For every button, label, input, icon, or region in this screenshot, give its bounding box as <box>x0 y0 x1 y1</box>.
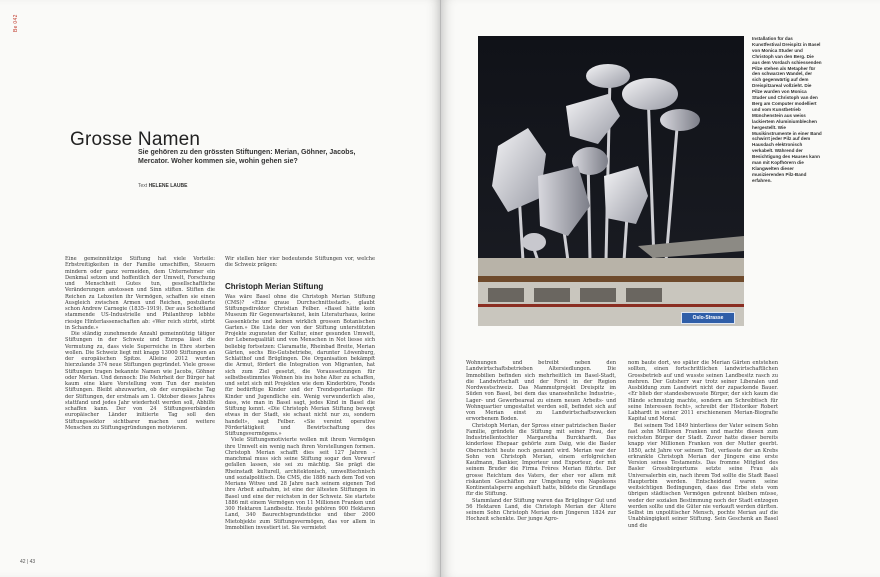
byline-author: HELENE LAUBE <box>148 183 188 189</box>
paragraph: Wir stellen hier vier bedeutende Stiftungen vor, welche die Schweiz prägen: <box>225 256 375 269</box>
street-sign <box>681 312 735 324</box>
paragraph: Bei seinem Tod 1849 hinterliess der Vater seinem Sohn fast zehn Millionen Franken und machte diesen zum reichsten Bürger der Stadt. Zuvor hatte dieser bereits knapp vier Millionen Franken von der Mutter geerbt. 1850, acht Jahre vor seinem Tod, verfasste der an Krebs erkrankte Christoph Merian der Jüngere eine erste Version seines Testaments. Das fromme Mitglied des Basler Grossbürgertums setzte seine Frau als Universalerbin ein, nach ihrem Tod sollte die Stadt Basel Haupterbin werden. Entscheidend waren seine weitsichtigen Bedingungen, dass das Erbe stets vom übrigen städtischen Vermögen getrennt bleiben müsse, weder der sozialen Bestimmung noch der Stadt entzogen werden sollte und die Güter nie verkauft werden dürften. Selbst im unpolitischer Mensch, pochte Merian auf die Unabhängigkeit seiner Stiftung. Sein Geschenk an Basel und die <box>628 422 778 529</box>
paragraph: Christoph Merian, der Spross einer patrizischen Basler Familie, gründete die Stiftung mit seiner Frau, der Industriellentochter Margaretha Burckhardt. Das kinderlose Ehepaar gehörte zum Daig, wie die Basler Oberschicht heute noch genannt wird. Merian war der Sohn von Christoph Merian, einem erfolgreichen Kaufmann, Bankier, Importeur und Exporteur, der mit seinem Bruder die Firma Frères Merian führte. Der grosse Reichtum des Vaters, der eher vor allem mit riskanten Geschäften zur Umgehung von Napoleons Kontinentalsperre angehäuft hatte, bildete die Grundlage für die Stiftung. <box>466 422 616 498</box>
headline: Grosse Namen <box>70 128 201 150</box>
body-column-4 <box>628 360 778 529</box>
photo-caption: Installation für das Kunstfestival Dreispitz in Basel von Monica Studer und Christoph van den Berg. Die aus dem Vordach schiessenden Pilze stehen als Metapher für den schwarzen Wandel, der sich gegenwärtig auf dem Dreispitzareal vollzieht. Die Pilze wurden von Monica Studer und Christoph van den Berg am Computer modelliert und vom Kunstbetrieb Münchenstein aus weiss lackiertem Aluminiumblechen hergestellt. Wie Musikinstrumente in einer Band schwirrt jeder Pilz auf dem Hausdach elektronisch verkabelt. Während der Besichtigung des Hauses kann man mit Kopfhörern die Klangwelten dieser musizierenden Pilz-Band erfahren. <box>752 36 822 183</box>
deck: Sie gehören zu den grössten Stiftungen: Merian, Göhner, Jacobs, Mercator. Woher kommen sie, wohin gehen sie? <box>138 149 356 165</box>
photo-mushroom-installation <box>478 36 744 326</box>
body-column-2 <box>225 256 375 531</box>
installation-illustration <box>478 36 744 326</box>
paragraph: Die ständig zunehmende Anzahl gemeinnützig tätiger Stiftungen in der Schweiz und Europa lässt die Vermutung zu, dass viele Superreiche in Ehre sterben wollen. Die Schweiz liegt mit knapp 13000 Stiftungen an der europäischen Spitze. Alleine 2012 wurden hierzulande 374 neue Stiftungen gegründet. Viele grosse Stiftungen tragen bekannte Namen wie Jacobs, Göhner oder Merian. Und dennoch: Die Mehrheit der Bürger hat kaum eine klare Vorstellung vom Tun der meisten Stiftungen. Bleibt abzuwarten, ob der europäische Tag der Stiftungen, der erstmals am 1. Oktober dieses Jahres stattfand und jedes Jahr wiederholt werden soll, Abhilfe schaffen kann. Der von 24 Stiftungsverbänden europäischer Länder initiierte Tag soll den Stiftungssektor sichtbarer machen und weitere Menschen zu Stiftungsgründungen motivieren. <box>65 331 215 431</box>
paragraph: Wohnungen und betreibt neben den Landwirtschaftsbetrieben Altersiedlungen. Die Immobilien befinden sich mehrheitlich im Basel-Stadt, die Landwirtschaft und der Forst in der Region Nordwestschweiz. Das Mammutprojekt Dreispitz im Süden von Basel, bei dem das unansehnliche Industrie-, Lager- und Gewerbeareal zu einem neuen Arbeits- und Wohnquartier umgestaltet werden soll, befindet sich auf von Merian einst zu Landwirtschaftszwecken erworbenem Boden. <box>466 360 616 423</box>
body-column-1 <box>65 256 215 431</box>
byline <box>138 183 187 189</box>
street-sign-label: Oslo-Strasse <box>692 315 724 321</box>
magazine-tag: Be 042 <box>13 14 19 32</box>
section-subhead: Christoph Merian Stiftung <box>225 281 324 291</box>
paragraph: nom baute dort, wo später die Merian Gärten entstehen sollten, einen fortschrittlichen landwirtschaftlichen Grossbetrieb auf und wusste seinen Landbesitz rasch zu mehren. Der Gutsherr war trotz seiner Liberalen und Ausbildung zum Landwirt nicht der zupackende Bauer. «Er blieb der standesbewusste Bürger, der sich kaum die Hände schmutzig machte, sondern am Schreibtisch für seine Interessen focht», schreibt der Historiker Robert Labhardt in seiner 2011 erschienenen Merian-Biografie Kapital und Moral. <box>628 360 778 423</box>
paragraph: Eine gemeinnützige Stiftung hat viele Vorteile: Erbstreitigkeiten in der Familie umschiffen, Steuern mindern oder ganz vermeiden, dem Unternehmer ein Denkmal setzen und hoffentlich der Umwelt, Forschung und Menschheit Gutes tun, gesellschaftliche Veränderungen anstossen und Sinn stiften. Stiften die Reichen zu Lebzeiten ihr Vermögen, schaffen sie einen Ausgleich zwischen Armen und Reichen, postulierte schon Andrew Carnegie (1835–1919). Der aus Schottland stammende US-Industrielle und Philanthrop lebhte riesige Hinterlassenschaften ab: «Wer reich stirbt, stirbt in Schande.» <box>65 256 215 331</box>
paragraph: Stammland der Stiftung waren das Brüglinger Gut und 56 Hektaren Land, die Christoph Merian der Ältere seinem Sohn Christoph Merian dem Jüngeren 1824 zur Hochzeit schenkte. Der junge Agro- <box>466 497 616 523</box>
paragraph: Viele Stiftungsmotivierte wollen mit ihrem Vermögen ihre Umwelt ein wenig nach ihren Vorstellungen formen. Christoph Merian schafft dies seit 127 Jahren – manchmal muss sich seine Stiftung sogar den Vorwurf gefallen lassen, sie sei zu mächtig. Sie prägt die Rheinstadt kulturell, architektonisch, umwelttechnisch und sozialpolitisch. Die CMS, die 1886 nach dem Tod von Merians Witwe und 28 Jahre nach seinem eigenen Tod ihre Arbeit aufnahm, ist eine der ältesten Stiftungen in Basel und eine der reichsten in der Schweiz. Sie startete 1886 mit einem Vermögen von 11 Millionen Franken und 300 Hektaren Landbesitz. Heute gehören 900 Hektaren Land, 340 Baurechtsgrundstücke und über 2000 Mietobjekte zum Stiftungsvermögen, das vor allem in Immobilien investiert ist. Sie vermietet <box>225 437 375 531</box>
body-column-3 <box>466 360 616 523</box>
byline-prefix: Text <box>138 183 148 189</box>
page-folio: 42 | 43 <box>20 559 36 565</box>
paragraph: Was wäre Basel ohne die Christoph Merian Stiftung (CMS)? «Eine graue Durchschnittsstadt», glaubt Stiftungsdirektor Christian Felber. «Basel hätte kein Museum für Gegenwartskunst, kein Literaturhaus, keine Gassenküche und keinen wirklich grossen Botanischen Garten.» Die Liste der von der Stiftung unterstützten Projekte zugunsten der Kultur, einer gesunden Umwelt, der Lebensqualität und von Menschen in Not liesse sich beliebig fortsetzen: Claramatte, Rheinbad Breite, Merian Gärten, sechs Bio-Gutsbetriebe, darunter Löwenburg, Schlatthof und Brüglingen. Die Organisation bekämpft die Armut, fördert die Integration von Migranten, hat sich zum Ziel gesetzt, die Voraussetzungen für selbstbestimmtes Wohnen bis ins hohe Alter zu schaffen, und setzt sich mit Projekten wie dem Kinderbüro, Fonds für bedürftige Kinder und der Trendsportanlage für Kinder und Jugendliche ein. Wenig verwunderlich also, dass, wie man in Basel sagt, jedes Kind in Basel die Stiftung kennt. «Die Christoph Merian Stiftung bewegt etwas in der Stadt, sie schaut nicht nur zu, sondern handelt», sagt Felber. «Sie vereint operative Fördertätigkeit und Bewirtschaftung des Stiftungsvermögens.» <box>225 293 375 437</box>
